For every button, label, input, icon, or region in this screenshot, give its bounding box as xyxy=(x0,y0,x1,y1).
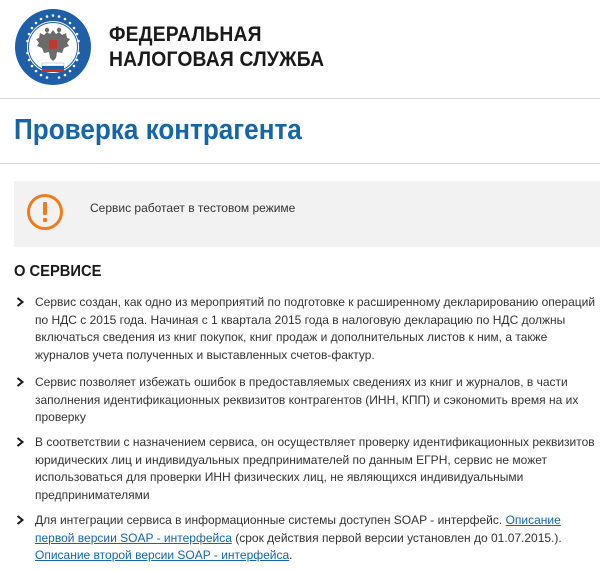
fns-emblem-icon[interactable] xyxy=(14,8,92,86)
text-line: использоваться для проверки ИНН физических лиц, не являющихся индивидуальными xyxy=(35,470,524,484)
test-mode-notice xyxy=(14,181,600,247)
header-divider xyxy=(0,98,600,99)
page-title: Проверка контрагента xyxy=(14,114,302,146)
soap-v2-period: . xyxy=(289,548,293,562)
text-line: Сервис создан, как одно из мероприятий по подготовке к расширенному декларированию операций xyxy=(35,295,596,309)
brand-line-2: НАЛОГОВАЯ СЛУЖБА xyxy=(109,48,325,71)
brand-line-1: ФЕДЕРАЛЬНАЯ xyxy=(109,23,262,46)
chevron-right-icon xyxy=(16,515,25,525)
text-line: заполнения идентификационных реквизитов контрагентов (ИНН, КПП) и сэкономить время на их xyxy=(35,392,579,407)
text-line: журналов учета полученных и выставленных счетов-фактур. xyxy=(35,347,375,362)
chevron-right-icon xyxy=(16,297,25,307)
title-divider xyxy=(0,163,600,164)
text-line: включаться сведения из книг покупок, книг продаж и дополнительных листов к ним, а также xyxy=(35,330,548,344)
notice-text: Сервис работает в тестовом режиме xyxy=(90,201,296,215)
text-line xyxy=(35,512,595,530)
exclamation-circle-icon xyxy=(26,193,64,231)
chevron-right-icon xyxy=(16,377,25,387)
soap-v1-link-part2[interactable]: первой версии SOAP - интерфейса xyxy=(35,530,232,545)
text-line: Сервис позволяет избежать ошибок в предоставляемых сведениях из книг и журналов, в части xyxy=(35,375,568,389)
soap-v2-link[interactable]: Описание второй версии SOAP - интерфейса xyxy=(35,548,290,562)
text-line: проверку xyxy=(35,410,86,424)
text-line: В соответствии с назначением сервиса, он осуществляет проверку идентификационных реквизитов xyxy=(35,435,595,449)
text-line xyxy=(35,547,595,565)
site-header xyxy=(0,0,600,92)
text-line: по НДС с 2015 года. Начиная с 1 квартала 2015 года в налоговую декларацию по НДС должны xyxy=(35,312,566,327)
chevron-right-icon xyxy=(16,437,25,447)
text-line xyxy=(35,530,595,548)
about-section-title: О СЕРВИСЕ xyxy=(14,263,102,280)
list-item-text xyxy=(35,294,595,364)
text-line: предпринимателями xyxy=(35,487,150,502)
list-item-text xyxy=(35,434,595,504)
text-line: юридических лиц и индивидуальных предпринимателей по данным ЕГРН, сервис не может xyxy=(35,452,548,467)
brand-name[interactable] xyxy=(109,22,324,72)
soap-v1-validity-text: (срок действия первой версии установлен до 01.07.2015.). xyxy=(231,530,562,545)
soap-intro-text: Для интеграции сервиса в информационные системы доступен SOAP - интерфейс. xyxy=(35,513,506,527)
soap-v1-link-part1[interactable]: Описание xyxy=(505,513,561,527)
list-item-text xyxy=(35,374,595,427)
list-item-text xyxy=(35,512,595,565)
